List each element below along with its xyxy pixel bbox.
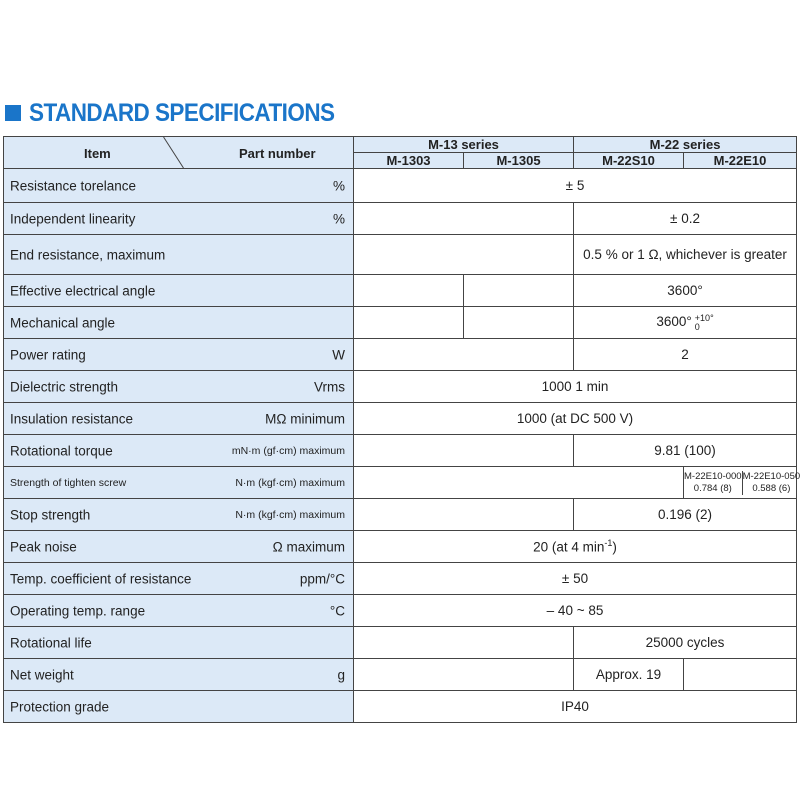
row-label: Net weight xyxy=(10,667,74,682)
row-unit: N·m (kgf·cm) maximum xyxy=(235,508,345,521)
header-m22s10: M-22S10 xyxy=(574,153,684,169)
value-m22: 9.81 (100) xyxy=(574,435,797,467)
row-unit: °C xyxy=(329,603,345,618)
table-row xyxy=(4,203,797,235)
header-m22e10: M-22E10 xyxy=(684,153,797,169)
header-part-number-label: Part number xyxy=(239,146,316,161)
header-item-part-cell xyxy=(4,137,354,169)
row-label: Rotational torque xyxy=(10,443,113,458)
value-all: – 40 ~ 85 xyxy=(354,595,797,627)
sub-variant-name: M-22E10-050 xyxy=(742,470,800,482)
row-label: Operating temp. range xyxy=(10,603,146,618)
sub-variant-value: 0.588 (6) xyxy=(752,482,791,494)
row-unit: W xyxy=(332,347,345,362)
row-unit: % xyxy=(332,211,345,226)
row-label: Effective electrical angle xyxy=(10,283,156,298)
header-m1305: M-1305 xyxy=(464,153,574,169)
spec-table xyxy=(3,136,800,723)
value-m13-empty xyxy=(354,499,574,531)
header-item-label: Item xyxy=(84,146,111,161)
row-label: Resistance torelance xyxy=(10,178,137,193)
header-m22-series: M-22 series xyxy=(574,137,797,153)
table-row xyxy=(4,691,797,723)
table-row xyxy=(4,659,797,691)
table-row xyxy=(4,235,797,275)
header-row-1 xyxy=(4,137,797,153)
value-all: 20 (at 4 $\min^{-1}$) xyxy=(354,531,797,563)
value-m13-empty xyxy=(354,235,574,275)
row-unit: Vrms xyxy=(314,379,345,394)
sub-variant-value: 0.784 (8) xyxy=(693,482,732,494)
table-row xyxy=(4,307,797,339)
heading-square-icon xyxy=(5,105,21,121)
row-label: Independent linearity xyxy=(10,211,136,226)
table-row xyxy=(4,169,797,203)
mechanical-angle-tolerance xyxy=(695,314,714,332)
row-unit: % xyxy=(332,178,345,193)
table-row xyxy=(4,371,797,403)
value-m1303-empty xyxy=(354,275,464,307)
table-row xyxy=(4,499,797,531)
tolerance-upper: +10° xyxy=(694,312,714,323)
value-all: 1000 (at DC 500 V) xyxy=(354,403,797,435)
table-row xyxy=(4,339,797,371)
value-m13-empty xyxy=(354,203,574,235)
table-row xyxy=(4,467,797,499)
header-m1303: M-1303 xyxy=(354,153,464,169)
value-empty xyxy=(354,467,684,499)
value-m1305-empty xyxy=(464,307,574,339)
value-m22: 3600° xyxy=(574,275,797,307)
value-m22: 2 xyxy=(574,339,797,371)
table-row xyxy=(4,627,797,659)
row-unit: N·m (kgf·cm) maximum xyxy=(235,476,345,489)
header-m13-series: M-13 series xyxy=(354,137,574,153)
table-row xyxy=(4,595,797,627)
value-m13-empty xyxy=(354,627,574,659)
row-label: Mechanical angle xyxy=(10,315,116,330)
value-all: 1000 1 min xyxy=(354,371,797,403)
table-row xyxy=(4,275,797,307)
row-label: Temp. coefficient of resistance xyxy=(10,571,192,586)
value-m22: 0.5 % or 1 Ω, whichever is greater xyxy=(574,235,797,275)
value-m22s10: Approx. 19 xyxy=(574,659,684,691)
value-all: ± 5 xyxy=(354,169,797,203)
value-m22: ± 0.2 xyxy=(574,203,797,235)
row-unit: MΩ minimum xyxy=(265,411,345,426)
value-m13-empty xyxy=(354,339,574,371)
row-label: Insulation resistance xyxy=(10,411,134,426)
value-m22 xyxy=(574,307,797,339)
row-unit: Ω maximum xyxy=(272,539,345,554)
mechanical-angle-value: 3600° xyxy=(656,313,692,329)
row-label: Dielectric strength xyxy=(10,379,119,394)
row-label: End resistance, maximum xyxy=(10,247,166,262)
row-unit: ppm/°C xyxy=(299,571,345,586)
row-label: Stop strength xyxy=(10,507,91,522)
row-label: Power rating xyxy=(10,347,86,362)
section-heading xyxy=(5,96,368,130)
sub-variant-050 xyxy=(742,471,800,495)
table-row xyxy=(4,403,797,435)
value-m13-empty xyxy=(354,659,574,691)
value-m22: 25000 cycles xyxy=(574,627,797,659)
row-label: Rotational life xyxy=(10,635,92,650)
table-row xyxy=(4,435,797,467)
sub-variant-000 xyxy=(684,471,742,495)
table-row xyxy=(4,531,797,563)
value-all: IP40 xyxy=(354,691,797,723)
value-m22e10-empty xyxy=(684,659,797,691)
row-label: Peak noise xyxy=(10,539,77,554)
row-label: Strength of tighten screw xyxy=(10,476,127,489)
page-title: STANDARD SPECIFICATIONS xyxy=(29,98,335,127)
value-m13-empty xyxy=(354,435,574,467)
sub-variant-name: M-22E10-000 xyxy=(684,470,742,482)
row-unit: g xyxy=(337,667,345,682)
value-m1303-empty xyxy=(354,307,464,339)
value-all: ± 50 xyxy=(354,563,797,595)
tolerance-lower: 0 xyxy=(694,321,700,332)
row-label: Protection grade xyxy=(10,699,110,714)
value-m22e10-split xyxy=(684,467,800,499)
row-unit: mN·m (gf·cm) maximum xyxy=(231,444,345,457)
value-m1305-empty xyxy=(464,275,574,307)
table-row xyxy=(4,563,797,595)
value-m22: 0.196 (2) xyxy=(574,499,797,531)
